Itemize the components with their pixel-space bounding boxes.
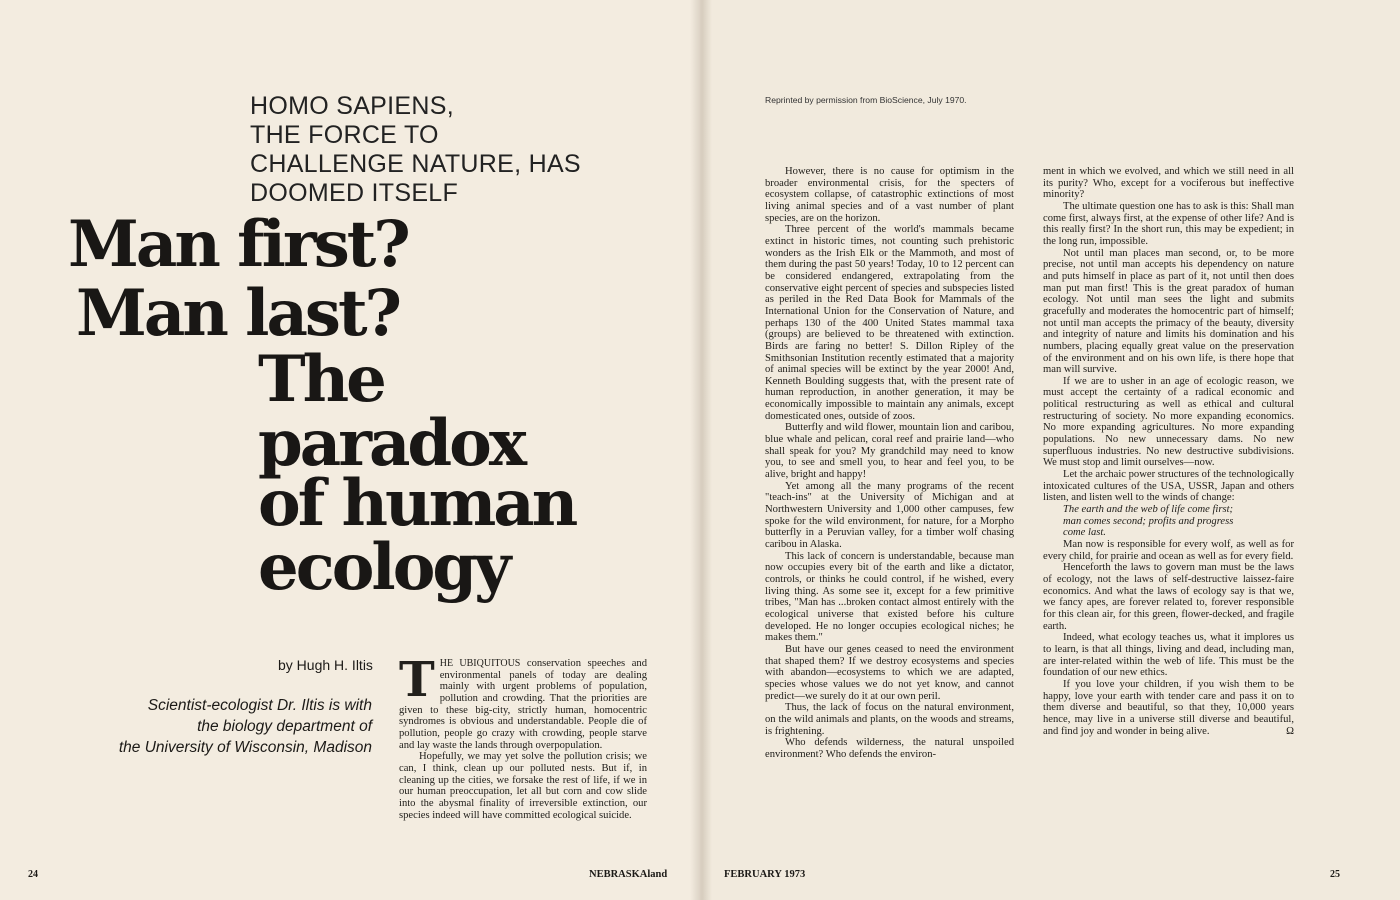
body-paragraph: Let the archaic power structures of the technologically intoxicated cultures of the USA, USSR, Japan and others listen, and listen well to the winds of change: [1043, 469, 1294, 504]
body-paragraph: Thus, the lack of focus on the natural environment, on the wild animals and plants, on the woods and streams, is frightening. [765, 702, 1014, 737]
headline-line: Man first? [68, 207, 408, 282]
right-page [700, 0, 1400, 900]
closing-text: If you love your children, if you wish them to be happy, love your earth with tender care and pass it on to them diverse and beautiful, so that they, 10,000 years hence, may live in a universe still diverse and beautiful, and find joy and wonder in being alive. [1043, 678, 1294, 737]
bio-line: Scientist-ecologist Dr. Iltis is with [147, 697, 372, 714]
binding-gutter [690, 0, 712, 900]
body-paragraph: Yet among all the many programs of the recent "teach-ins" at the University of Michigan and at Northwestern University and 1,000 other campuses, few spoke for the wild environment, for nature, for a Morpho butterfly in a Peruvian valley, for a timber wolf chasing caribou in Alaska. [765, 480, 1014, 550]
body-paragraph: ment in which we evolved, and which we still need in all its purity? Who, except for a vociferous but ineffective minority? [1043, 166, 1294, 201]
body-paragraph: This lack of concern is understandable, because man now occupies every bit of the earth and like a dictator, controls, or thinks he could control, if he wished, every living thing. As some see it, except for a few primitive tribes, "Man has ...broken contact almost entirely with the ecological universe that existed before his culture developed. He no longer occupies ecological niches; he makes them." [765, 550, 1014, 644]
verse-line: man comes second; profits and progress [1063, 515, 1234, 527]
issue-date: FEBRUARY 1973 [724, 869, 806, 880]
body-paragraph: Hopefully, we may yet solve the pollution crisis; we can, I think, clean up our polluted nests. But if, in cleaning up the cities, we forsake the rest of life, if we in our human preoccupation, let all but corn and cow slide into the abysmal finality of irreversible extinction, our species indeed will have committed ecological suicide. [399, 751, 647, 821]
kicker-line: CHALLENGE NATURE, HAS [250, 150, 581, 178]
bio-line: the biology department of [197, 718, 372, 735]
lead-caps: HE UBIQUITOUS [439, 658, 521, 669]
body-paragraph: However, there is no cause for optimism in the broader environmental crisis, for the specters of ecosystem collapse, of catastrophic extinctions of most living animal species and of a vast number of plant species, are on the horizon. [765, 166, 1014, 224]
headline-line: Man last? [76, 276, 399, 351]
headline-line: paradox [258, 406, 524, 481]
body-paragraph: Indeed, what ecology teaches us, what it implores us to learn, is that all things, living and dead, including man, are inter-related within the web of life. This must be the foundation of our new ethics. [1043, 632, 1294, 679]
reprint-credit: Reprinted by permission from BioScience, July 1970. [765, 95, 967, 105]
headline-line: of human [258, 466, 576, 541]
kicker-line: THE FORCE TO [250, 121, 439, 149]
page-number: 25 [1330, 869, 1340, 880]
body-paragraph: If we are to usher in an age of ecologic reason, we must accept the certainty of a radical economic and political restructuring as well as ethical and cultural restructuring of society. No more expanding economics. No more expanding agricultures. No more expanding populations. No new unnecessary dams. No new superfluous industries. No new destructive subdivisions. We must stop and limit ourselves—now. [1043, 375, 1294, 469]
body-paragraph: But have our genes ceased to need the environment that shaped them? If we destroy ecosystems and species with abandon—ecosystems to which we are adapted, species whose values we do not yet know, and cannot predict—we surely do it at our own peril. [765, 643, 1014, 702]
headline-line: ecology [258, 530, 509, 605]
body-column-1 [765, 166, 1014, 760]
verse-line: come last. [1063, 527, 1106, 539]
body-paragraph: Henceforth the laws to govern man must be the laws of ecology, not the laws of self-destructive laissez-faire economics. And what the laws of ecology say is that we, we fancy apes, are forever related to, forever responsible for this clean air, for this green, flower-decked, and fragile earth. [1043, 562, 1294, 632]
body-paragraph [1043, 679, 1294, 737]
body-paragraph: Who defends wilderness, the natural unspoiled environment? Who defends the environ- [765, 737, 1014, 760]
kicker [250, 92, 670, 208]
page-number: 24 [28, 869, 38, 880]
body-paragraph: Three percent of the world's mammals became extinct in historic times, not counting such prehistoric wonders as the Irish Elk or the Mammoth, and most of them during the past 50 years! Today, 10 to 12 percent can be considered endangered, extrapolating from the conservative eight percent of species and subspecies listed as periled in the Red Data Book for Mammals of the International Union for the Conservation of Nature, and perhaps 130 of the 400 United States mammal taxa (groups) are believed to be threatened with extinction. Birds are faring no better! S. Dillon Ripley of the Smithsonian Institution recently estimated that a majority of animal species will be extinct by the year 2000! And, Kenneth Boulding suggests that, with the present rate of human reproduction, in another generation, it may be economically impossible to maintain any animals, except domesticated ones, outside of zoos. [765, 224, 1014, 422]
end-mark: Ω [1286, 725, 1294, 737]
intro-column [399, 652, 647, 821]
headline-line: The [258, 342, 384, 417]
body-paragraph: Not until man places man second, or, to be more precise, not until man accepts his dependency on nature and puts himself in place as part of it, not until then does man put man first! This is the great paradox of human ecology. Not until man sees the light and submits gracefully and moderates the homocentric part of himself; not until man accepts the primacy of the beauty, diversity and integrity of nature and limits his domination and his numbers, placing equally great value on the preservation of the environment and on his own life, is there hope that man will survive. [1043, 247, 1294, 376]
body-paragraph: Butterfly and wild flower, mountain lion and caribou, blue whale and pelican, coral reef and prairie land—who shall speak for you? My grandchild may need to know you, to see and smell you, to hear and feel you, to be alive, bright and happy! [765, 422, 1014, 481]
verse-line: The earth and the web of life come first; [1063, 504, 1234, 516]
drop-cap: T [399, 652, 435, 708]
intro-text: conservation speeches and environmental panels of today are dealing mainly with urgent problems of population, pollution and crowding. That the priorities are given to these big-city, strictly human, homocentric syndromes is obvious and understandable. People die of pollution, people go crazy with crowding, people starve and lay waste the lands through overpopulation. [399, 658, 647, 751]
author-bio [90, 695, 372, 758]
body-column-2 [1043, 166, 1294, 737]
body-paragraph: Man now is responsible for every wolf, as well as for every child, for prairie and ocean as well as for every field. [1043, 539, 1294, 562]
byline: by Hugh H. Iltis [278, 657, 373, 673]
intro-paragraph [399, 652, 647, 751]
magazine-name: NEBRASKAland [589, 869, 668, 880]
kicker-line: DOOMED ITSELF [250, 179, 459, 207]
body-paragraph: The ultimate question one has to ask is this: Shall man come first, always first, at the expense of other life? And is this really first? In the short run, this may be expedient; in the long run, impossible. [1043, 200, 1294, 247]
kicker-line: HOMO SAPIENS, [250, 92, 454, 120]
bio-line: the University of Wisconsin, Madison [118, 739, 372, 756]
